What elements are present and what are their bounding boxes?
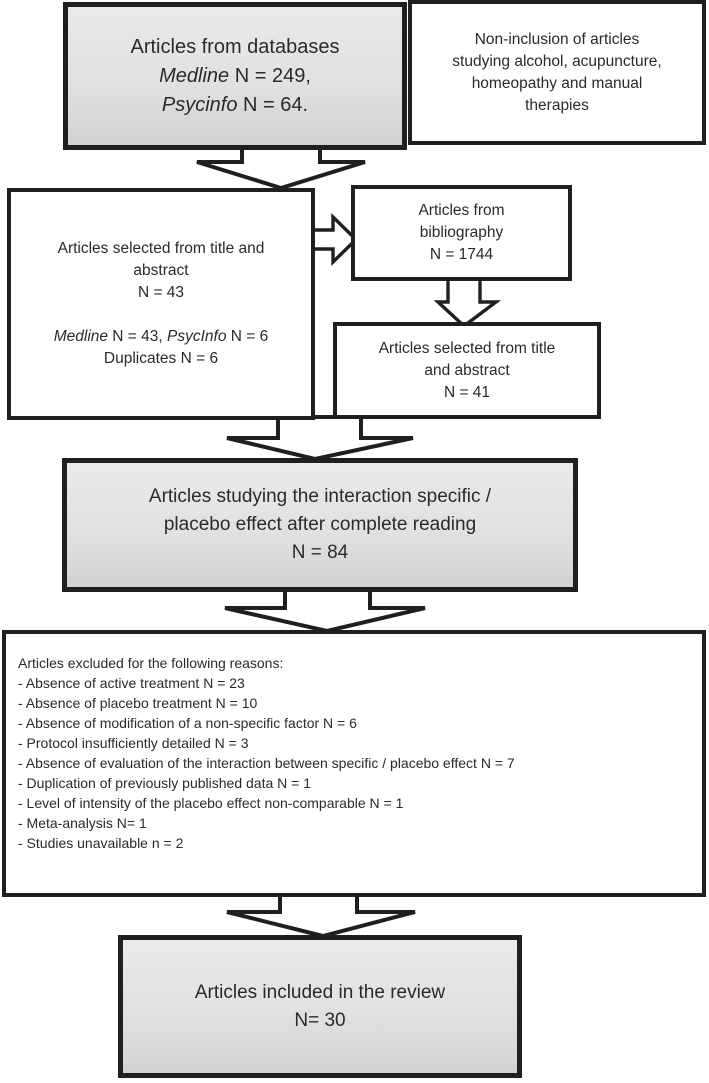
- right-arrow-icon: [312, 217, 356, 262]
- box-non-inclusion-note: [408, 0, 706, 145]
- box-line: studying alcohol, acupuncture,: [452, 52, 662, 70]
- box-line: Articles from databases: [130, 35, 340, 58]
- box-line: N = 84: [291, 542, 349, 563]
- box-line: N = 43: [137, 284, 185, 301]
- box-articles-from-databases: [63, 2, 407, 150]
- excluded-reason: - Duplication of previously published data N = 1: [18, 775, 312, 791]
- down-arrow-icon: [197, 146, 365, 188]
- excluded-header: Articles excluded for the following reasons:: [18, 655, 284, 671]
- excluded-reason: - Meta-analysis N= 1: [18, 815, 147, 831]
- excluded-reason: - Absence of active treatment N = 23: [18, 675, 245, 691]
- box-articles-from-bibliography: [351, 185, 572, 281]
- box-line: N = 1744: [429, 246, 494, 263]
- box-line: Medline N = 249,: [159, 64, 311, 87]
- box-line: Articles selected from title: [378, 339, 556, 357]
- box-line: Psycinfo N = 64.: [161, 93, 309, 116]
- box-line: therapies: [525, 96, 589, 114]
- box-line: and abstract: [424, 361, 510, 379]
- excluded-reason: - Absence of modification of a non-specific factor N = 6: [18, 715, 357, 731]
- box-articles-selected-bibliography: [333, 322, 601, 419]
- down-arrow-icon: [227, 417, 413, 459]
- excluded-reason: - Absence of placebo treatment N = 10: [18, 695, 258, 711]
- down-arrow-icon: [225, 589, 425, 631]
- box-articles-selected-title-abstract: [7, 188, 315, 420]
- box-line: placebo effect after complete reading: [163, 514, 477, 535]
- box-line: N= 30: [294, 1009, 346, 1031]
- down-arrow-icon: [438, 278, 496, 326]
- box-line: Articles selected from title and: [57, 240, 265, 257]
- box-line: Articles studying the interaction specific /: [148, 486, 492, 507]
- box-line: N = 41: [443, 383, 491, 401]
- excluded-reason: - Protocol insufficiently detailed N = 3: [18, 735, 249, 751]
- box-line: abstract: [133, 262, 189, 279]
- box-line: bibliography: [419, 224, 504, 241]
- box-line: Medline N = 43, PsycInfo N = 6: [53, 328, 269, 345]
- excluded-reason: - Absence of evaluation of the interaction between specific / placebo effect N = 7: [18, 755, 515, 771]
- down-arrow-icon: [227, 894, 415, 936]
- box-line: Duplicates N = 6: [103, 350, 219, 367]
- box-line: Articles from: [418, 202, 505, 219]
- excluded-reason: - Level of intensity of the placebo effect non-comparable N = 1: [18, 795, 404, 811]
- box-line: homeopathy and manual: [471, 74, 643, 92]
- excluded-reason: - Studies unavailable n = 2: [18, 835, 184, 851]
- box-articles-excluded-reasons: [2, 630, 706, 897]
- box-articles-included-review: [118, 935, 522, 1078]
- box-articles-complete-reading: [62, 458, 578, 592]
- box-line: Non-inclusion of articles: [474, 30, 640, 48]
- box-line: Articles included in the review: [194, 981, 446, 1003]
